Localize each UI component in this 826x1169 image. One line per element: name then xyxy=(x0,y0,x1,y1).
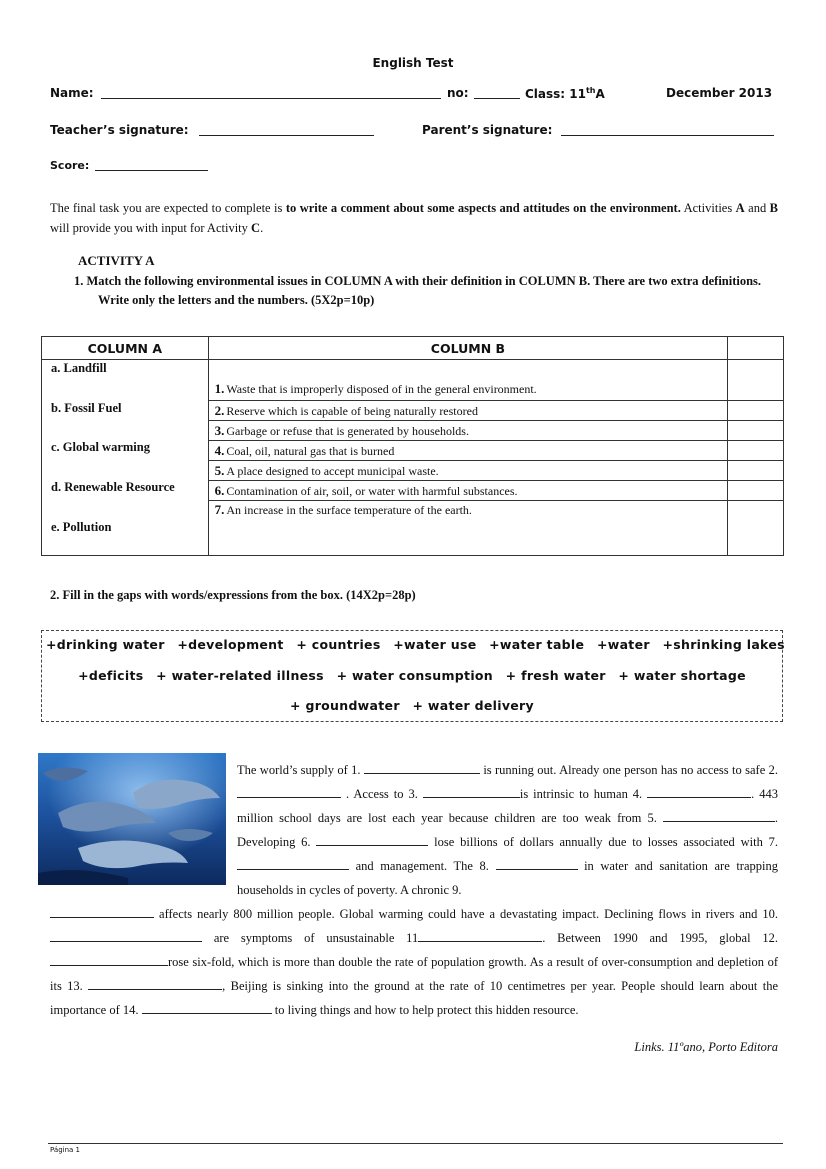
gap-11[interactable] xyxy=(418,929,542,942)
answer-cell[interactable] xyxy=(728,481,784,501)
matching-table xyxy=(41,336,784,556)
word-option: + water shortage xyxy=(618,668,746,683)
page-number: Página 1 xyxy=(50,1146,80,1154)
gap-7[interactable] xyxy=(237,857,349,870)
gap-12[interactable] xyxy=(50,953,168,966)
answer-cell[interactable] xyxy=(728,401,784,421)
teacher-signature-label: Teacher’s signature: xyxy=(50,123,189,137)
gap-6[interactable] xyxy=(316,833,428,846)
gap-1[interactable] xyxy=(364,761,480,774)
source-citation: Links. 11ºano, Porto Editora xyxy=(634,1040,778,1054)
gap-5[interactable] xyxy=(663,809,775,822)
word-box-line xyxy=(42,637,785,652)
word-option: + water delivery xyxy=(412,698,534,713)
answer-cell[interactable] xyxy=(728,421,784,441)
footer-divider xyxy=(48,1143,783,1144)
gap-3[interactable] xyxy=(423,785,520,798)
word-option: +development xyxy=(177,637,284,652)
column-a-item: b. Fossil Fuel xyxy=(51,401,122,415)
gap-10[interactable] xyxy=(50,929,202,942)
answer-header xyxy=(728,337,784,360)
fill-gaps-instruction: 2. Fill in the gaps with words/expressions from the box. (14X2p=28p) xyxy=(50,588,416,602)
number-field[interactable] xyxy=(474,98,520,99)
definition-row: 4. Coal, oil, natural gas that is burned xyxy=(208,441,728,461)
gap-8[interactable] xyxy=(496,857,578,870)
answer-cell[interactable] xyxy=(728,441,784,461)
score-label: Score: xyxy=(50,159,90,172)
teacher-signature-field[interactable] xyxy=(199,135,374,136)
cloze-passage-bottom: affects nearly 800 million people. Global warming could have a devastating impact. Declining flows in rivers and 10. are symptoms of unsustainable 11 . Between 1990 and 1995, global 12. rose six-fold, which is more than double the rate of population growth. As a result of over-consumption and depletion of its 13. , Beijing is sinking into the ground at the rate of 10 centimetres per year. People should learn about the importance of 14. to living things and how to help protect this hidden resource. xyxy=(50,907,779,1017)
word-box-line xyxy=(42,668,782,683)
gap-14[interactable] xyxy=(142,1001,272,1014)
name-field[interactable] xyxy=(101,98,441,99)
cloze-passage-top: The world’s supply of 1. is running out. Already one person has no access to safe 2. . Access to 3. is intrinsic to human 4. . 443 million school days are lost each year because children are too weak from 5. . Developing 6. lose billions of dollars annually due to losses associated with 7. and management. The 8. in water and sanitation are trapping households in cycles of poverty. A chronic 9. xyxy=(237,763,779,897)
column-b-header: COLUMN B xyxy=(208,337,728,360)
column-a-item: e. Pollution xyxy=(51,520,112,534)
answer-cell[interactable] xyxy=(728,501,784,556)
definition-row: 7. An increase in the surface temperature of the earth. xyxy=(208,501,728,556)
gap-2[interactable] xyxy=(237,785,341,798)
word-option: +water table xyxy=(489,637,585,652)
parent-signature-field[interactable] xyxy=(561,135,774,136)
definition-row: 1. Waste that is improperly disposed of in the general environment. xyxy=(208,360,728,401)
definition-row: 2. Reserve which is capable of being naturally restored xyxy=(208,401,728,421)
word-option: + water consumption xyxy=(336,668,493,683)
column-a-item: a. Landfill xyxy=(51,361,107,375)
column-a-item: d. Renewable Resource xyxy=(51,480,175,494)
word-option: + groundwater xyxy=(290,698,400,713)
class-label: Class: 11thA xyxy=(525,86,605,101)
word-option: +shrinking lakes xyxy=(662,637,785,652)
word-option: +water use xyxy=(393,637,477,652)
word-option: + fresh water xyxy=(505,668,606,683)
dolphin-picture xyxy=(38,753,226,885)
gap-13[interactable] xyxy=(88,977,222,990)
word-option: +drinking water xyxy=(46,637,165,652)
word-option: + countries xyxy=(296,637,381,652)
activity-a-instruction: 1. Match the following environmental issues in COLUMN A with their definition in COLUMN B. There are two extra definitions. Write only the letters and the numbers. (5X2p=10p) xyxy=(74,274,762,307)
gap-4[interactable] xyxy=(647,785,751,798)
number-label: no: xyxy=(447,86,469,100)
definition-row: 5. A place designed to accept municipal waste. xyxy=(208,461,728,481)
test-title: English Test xyxy=(372,56,454,70)
gap-9[interactable] xyxy=(50,905,154,918)
column-a-header: COLUMN A xyxy=(42,337,209,360)
test-date: December 2013 xyxy=(666,86,773,100)
column-a-item: c. Global warming xyxy=(51,440,150,454)
column-a-cell xyxy=(42,360,209,556)
definition-row: 6. Contamination of air, soil, or water with harmful substances. xyxy=(208,481,728,501)
intro-paragraph: The final task you are expected to complete is to write a comment about some aspects and attitudes on the environment. Activities A and B will provide you with input for Activity C. xyxy=(50,201,778,235)
word-box xyxy=(41,630,783,722)
activity-a-title: ACTIVITY A xyxy=(78,253,155,268)
word-option: +deficits xyxy=(78,668,144,683)
answer-cell[interactable] xyxy=(728,360,784,401)
parent-signature-label: Parent’s signature: xyxy=(422,123,553,137)
name-label: Name: xyxy=(50,86,94,100)
word-option: + water-related illness xyxy=(156,668,324,683)
answer-cell[interactable] xyxy=(728,461,784,481)
word-option: +water xyxy=(596,637,650,652)
definition-row: 3. Garbage or refuse that is generated by households. xyxy=(208,421,728,441)
score-field[interactable] xyxy=(95,170,208,171)
word-box-line xyxy=(42,698,782,713)
